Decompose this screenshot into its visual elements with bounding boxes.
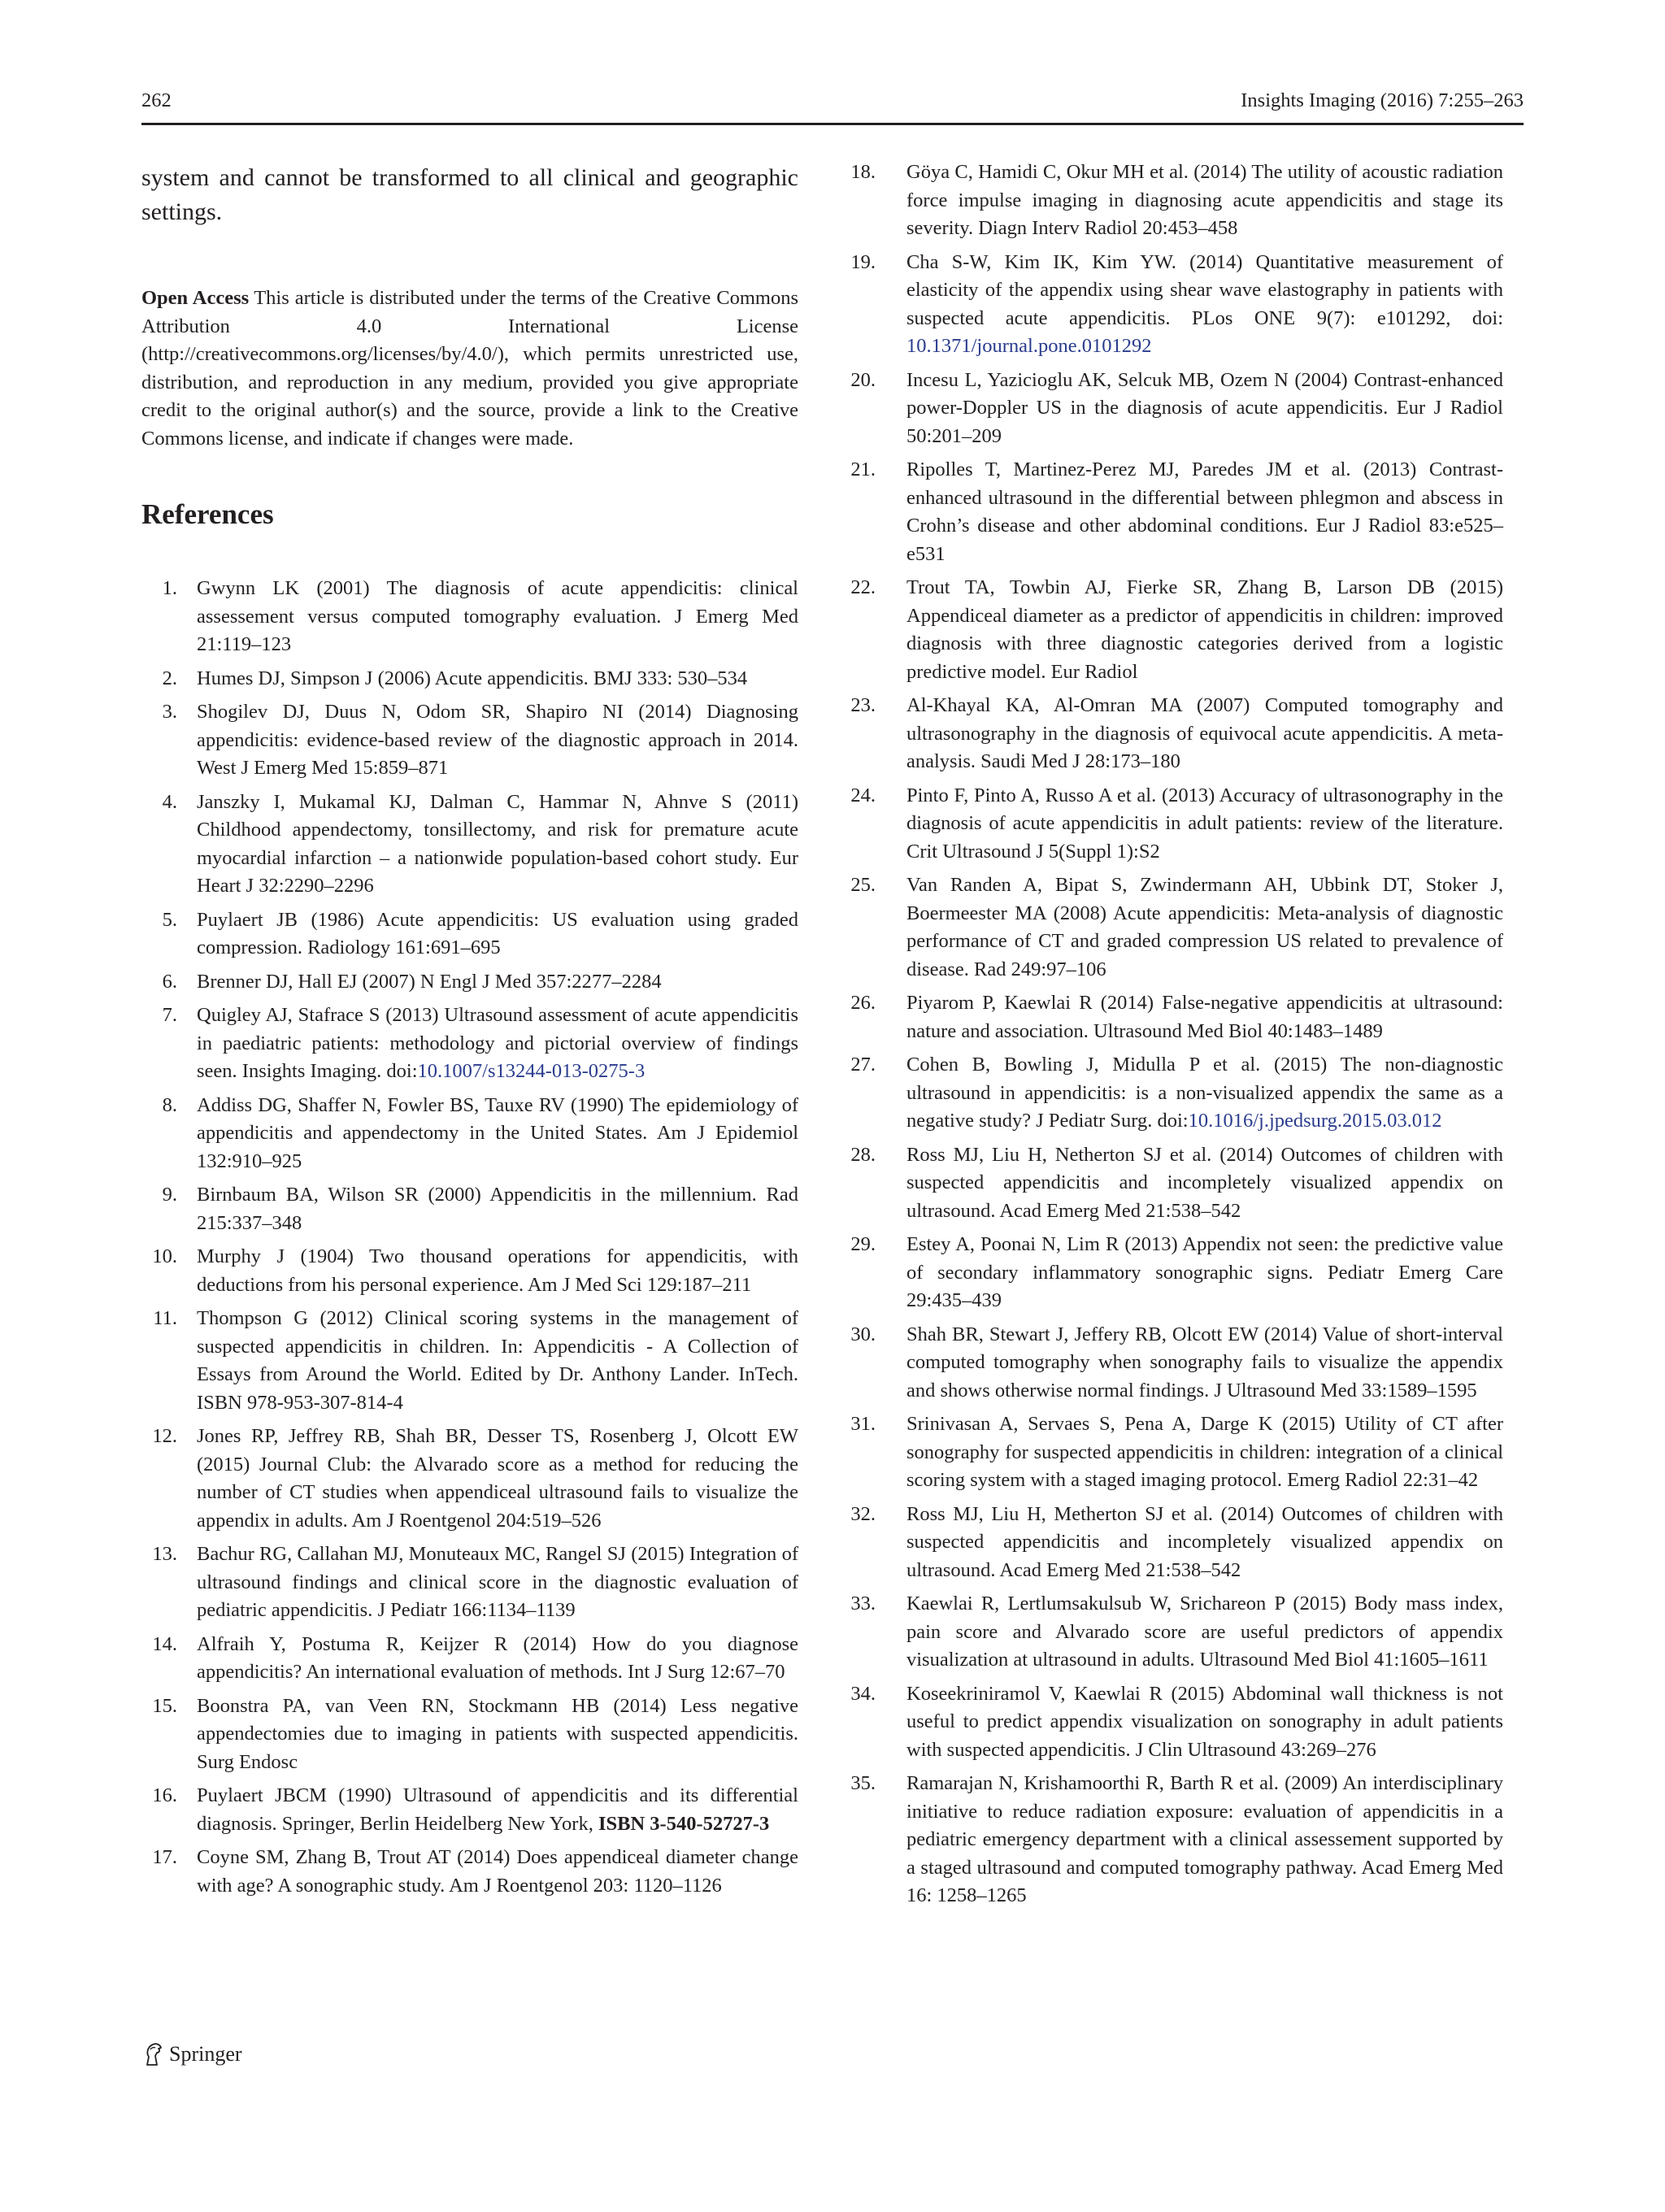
- reference-text: Van Randen A, Bipat S, Zwindermann AH, Ubbink DT, Stoker J, Boermeester MA (2008) Acute appendicitis: Meta-analysis of diagnostic performance of CT and graded compression US related to prevalence of disease. Rad 249:97–106: [906, 874, 1503, 980]
- reference-text: Cha S-W, Kim IK, Kim YW. (2014) Quantitative measurement of elasticity of the appendix using shear wave elastography in patients with suspected acute appendicitis. PLos ONE 9(7): e101292, doi:: [906, 250, 1503, 329]
- reference-item: [848, 1231, 1503, 1315]
- reference-item: [141, 698, 798, 783]
- reference-number: 33.: [850, 1593, 876, 1614]
- reference-number: 29.: [850, 1233, 876, 1255]
- reference-item: [141, 789, 798, 901]
- reference-item: [848, 1770, 1503, 1910]
- footer: [143, 2040, 242, 2068]
- reference-text: Estey A, Poonai N, Lim R (2013) Appendix not seen: the predictive value of secondary inflammatory sonographic signs. Pediatr Emerg Care 29:435–439: [906, 1233, 1503, 1311]
- reference-item: [848, 367, 1503, 451]
- reference-item: [848, 989, 1503, 1045]
- reference-item: [848, 1501, 1503, 1585]
- reference-text: Piyarom P, Kaewlai R (2014) False-negative appendicitis at ultrasound: nature and association. Ultrasound Med Biol 40:1483–1489: [906, 992, 1503, 1042]
- reference-text: Incesu L, Yazicioglu AK, Selcuk MB, Ozem N (2004) Contrast-enhanced power-Doppler US in the diagnosis of acute appendicitis. Eur J Radiol 50:201–209: [906, 368, 1503, 447]
- reference-item: [141, 1844, 798, 1900]
- reference-item: [141, 906, 798, 963]
- reference-number: 26.: [850, 992, 876, 1014]
- reference-text: Puylaert JBCM (1990) Ultrasound of appendicitis and its differential diagnosis. Springer, Berlin Heidelberg New York,: [197, 1784, 798, 1835]
- reference-item: [848, 1410, 1503, 1495]
- reference-text: Thompson G (2012) Clinical scoring systems in the management of suspected appendicitis in children. In: Appendicitis - A Collection of Essays from Around the World. Edited by Dr. Anthony Lander. InTech. ISBN 978-953-307-814-4: [197, 1307, 798, 1414]
- reference-item: [848, 1590, 1503, 1675]
- reference-item: [141, 1423, 798, 1535]
- closing-paragraph: system and cannot be transformed to all clinical and geographic settings.: [141, 164, 798, 225]
- reference-text: Trout TA, Towbin AJ, Fierke SR, Zhang B, Larson DB (2015) Appendiceal diameter as a predictor of appendicitis in children: improved diagnosis with three diagnostic categories derived from a logistic predictive model. Eur Radiol: [906, 576, 1503, 683]
- reference-number: 10.: [152, 1245, 177, 1267]
- reference-number: 9.: [162, 1184, 177, 1206]
- reference-item: [141, 1092, 798, 1176]
- left-column: [141, 161, 798, 1906]
- reference-number: 13.: [152, 1543, 177, 1565]
- reference-item: [141, 1631, 798, 1687]
- open-access-statement: [141, 285, 798, 453]
- reference-item: [141, 1305, 798, 1417]
- reference-item: [141, 1782, 798, 1838]
- reference-item: [141, 1541, 798, 1625]
- reference-number: 19.: [850, 250, 876, 273]
- reference-text: Ramarajan N, Krishamoorthi R, Barth R et al. (2009) An interdisciplinary initiative to reduce radiation exposure: evaluation of appendicitis in a pediatric emergency department with a clinical assessement supported by a staged ultrasound and computed tomography pathway. Acad Emerg Med 16: 1258–1265: [906, 1772, 1503, 1906]
- reference-number: 25.: [850, 874, 876, 896]
- reference-text: Puylaert JB (1986) Acute appendicitis: US evaluation using graded compression. Radiology 161:691–695: [197, 908, 798, 958]
- reference-number: 8.: [162, 1093, 177, 1116]
- reference-item: [848, 456, 1503, 568]
- reference-list-right: [848, 159, 1503, 1910]
- page-number: 262: [141, 89, 172, 111]
- reference-text: Cohen B, Bowling J, Midulla P et al. (2015) The non-diagnostic ultrasound in appendicitis: is a non-visualized appendix the same as a negative study? J Pediatr Surg. doi:: [906, 1054, 1503, 1132]
- reference-text: Al-Khayal KA, Al-Omran MA (2007) Computed tomography and ultrasonography in the diagnosis of equivocal acute appendicitis. A meta-analysis. Saudi Med J 28:173–180: [906, 694, 1503, 772]
- reference-item: [848, 249, 1503, 361]
- reference-number: 20.: [850, 368, 876, 391]
- reference-text: Alfraih Y, Postuma R, Keijzer R (2014) How do you diagnose appendicitis? An international evaluation of methods. Int J Surg 12:67–70: [197, 1632, 798, 1683]
- doi-link[interactable]: 10.1016/j.jpedsurg.2015.03.012: [1188, 1110, 1442, 1132]
- reference-text: Shah BR, Stewart J, Jeffery RB, Olcott EW (2014) Value of short-interval computed tomography when sonography fails to visualize the appendix and shows otherwise normal findings. J Ultrasound Med 33:1589–1595: [906, 1323, 1503, 1402]
- reference-number: 34.: [850, 1682, 876, 1705]
- reference-number: 24.: [850, 784, 876, 806]
- reference-item: [141, 968, 798, 997]
- reference-number: 32.: [850, 1502, 876, 1525]
- reference-number: 30.: [850, 1323, 876, 1345]
- open-access-text: This article is distributed under the terms of the Creative Commons Attribution 4.0 International License (http://creativecommons.org/licenses/by/4.0/), which permits unrestricted use, distribution, and reproduction in any medium, provided you give appropriate credit to the original author(s) and the source, provide a link to the Creative Commons license, and indicate if changes were made.: [141, 287, 798, 450]
- open-access-label: Open Access: [141, 287, 250, 309]
- reference-number: 17.: [152, 1846, 177, 1868]
- reference-text: Srinivasan A, Servaes S, Pena A, Darge K (2015) Utility of CT after sonography for suspected appendicitis in children: integration of a clinical scoring system with a staged imaging protocol. Emerg Radiol 22:31–42: [906, 1413, 1503, 1491]
- doi-link[interactable]: 10.1371/journal.pone.0101292: [906, 335, 1152, 357]
- reference-text: Jones RP, Jeffrey RB, Shah BR, Desser TS, Rosenberg J, Olcott EW (2015) Journal Club: the Alvarado score as a method for reducing the number of CT studies when appendiceal ultrasound fails to visualize the appendix in adults. Am J Roentgenol 204:519–526: [197, 1425, 798, 1532]
- reference-number: 2.: [162, 667, 177, 689]
- reference-text: Göya C, Hamidi C, Okur MH et al. (2014) The utility of acoustic radiation force impulse imaging in diagnosing acute appendicitis and stage its severity. Diagn Interv Radiol 20:453–458: [906, 161, 1503, 239]
- reference-number: 31.: [850, 1413, 876, 1435]
- reference-item: [848, 692, 1503, 776]
- right-column: [848, 159, 1503, 1916]
- reference-text: Birnbaum BA, Wilson SR (2000) Appendicitis in the millennium. Rad 215:337–348: [197, 1184, 798, 1234]
- springer-horse-icon: [143, 2042, 164, 2066]
- reference-text: Janszky I, Mukamal KJ, Dalman C, Hammar N, Ahnve S (2011) Childhood appendectomy, tonsillectomy, and risk for premature acute myocardial infarction – a nationwide population-based cohort study. Eur Heart J 32:2290–2296: [197, 790, 798, 897]
- reference-item: [848, 871, 1503, 984]
- reference-text: Quigley AJ, Stafrace S (2013) Ultrasound assessment of acute appendicitis in paediatric patients: methodology and pictorial overview of findings seen. Insights Imaging. doi:: [197, 1004, 798, 1082]
- reference-text: Pinto F, Pinto A, Russo A et al. (2013) Accuracy of ultrasonography in the diagnosis of acute appendicitis in adult patients: review of the literature. Crit Ultrasound J 5(Suppl 1):S2: [906, 784, 1503, 863]
- reference-text: Addiss DG, Shaffer N, Fowler BS, Tauxe RV (1990) The epidemiology of appendicitis and appendectomy in the United States. Am J Epidemiol 132:910–925: [197, 1093, 798, 1172]
- reference-item: [141, 1181, 798, 1237]
- reference-item: [141, 575, 798, 659]
- reference-item: [848, 159, 1503, 243]
- reference-text: Boonstra PA, van Veen RN, Stockmann HB (2014) Less negative appendectomies due to imaging in patients with suspected appendicitis. Surg Endosc: [197, 1694, 798, 1773]
- running-header: Insights Imaging (2016) 7:255–263: [1241, 89, 1524, 111]
- reference-number: 16.: [152, 1784, 177, 1806]
- reference-number: 14.: [152, 1632, 177, 1655]
- reference-number: 5.: [162, 908, 177, 931]
- reference-text: Coyne SM, Zhang B, Trout AT (2014) Does appendiceal diameter change with age? A sonographic study. Am J Roentgenol 203: 1120–1126: [197, 1846, 798, 1897]
- reference-list-left: [141, 575, 798, 1900]
- reference-number: 11.: [153, 1307, 177, 1329]
- reference-item: [848, 782, 1503, 867]
- publisher-name: Springer: [169, 2042, 242, 2066]
- reference-number: 12.: [152, 1425, 177, 1447]
- reference-item: [848, 1680, 1503, 1765]
- references-heading: References: [141, 498, 274, 530]
- reference-item: [848, 1321, 1503, 1406]
- reference-item: [848, 1051, 1503, 1136]
- reference-number: 18.: [850, 161, 876, 183]
- reference-item: [141, 1002, 798, 1086]
- reference-text: Gwynn LK (2001) The diagnosis of acute appendicitis: clinical assessement versus computed tomography evaluation. J Emerg Med 21:119–123: [197, 577, 798, 655]
- doi-link[interactable]: 10.1007/s13244-013-0275-3: [417, 1060, 646, 1082]
- reference-number: 28.: [850, 1143, 876, 1166]
- reference-text: Ripolles T, Martinez-Perez MJ, Paredes JM et al. (2013) Contrast-enhanced ultrasound in the differential between phlegmon and abscess in Crohn’s disease and other abdominal conditions. Eur J Radiol 83:e525–e531: [906, 458, 1503, 565]
- reference-number: 35.: [850, 1772, 876, 1794]
- reference-number: 3.: [162, 701, 177, 723]
- reference-number: 4.: [162, 790, 177, 813]
- reference-item: [141, 665, 798, 693]
- reference-number: 1.: [162, 577, 177, 599]
- reference-item: [141, 1243, 798, 1299]
- reference-text: Murphy J (1904) Two thousand operations for appendicitis, with deductions from his personal experience. Am J Med Sci 129:187–211: [197, 1245, 798, 1296]
- reference-number: 23.: [850, 694, 876, 716]
- reference-text: Bachur RG, Callahan MJ, Monuteaux MC, Rangel SJ (2015) Integration of ultrasound findings and clinical score in the diagnostic evaluation of pediatric appendicitis. J Pediatr 166:1134–1139: [197, 1543, 798, 1621]
- isbn-text: ISBN 3-540-52727-3: [598, 1812, 770, 1835]
- reference-number: 27.: [850, 1054, 876, 1076]
- reference-text: Kaewlai R, Lertlumsakulsub W, Srichareon P (2015) Body mass index, pain score and Alvarado score are useful predictors of appendix visualization at ultrasound in adults. Ultrasound Med Biol 41:1605–1611: [906, 1593, 1503, 1671]
- reference-number: 7.: [162, 1004, 177, 1026]
- reference-item: [848, 1141, 1503, 1226]
- reference-number: 6.: [162, 970, 177, 993]
- reference-text: Ross MJ, Liu H, Metherton SJ et al. (2014) Outcomes of children with suspected appendicitis and incompletely visualized appendix on ultrasound. Acad Emerg Med 21:538–542: [906, 1502, 1503, 1581]
- reference-item: [141, 1693, 798, 1777]
- reference-number: 22.: [850, 576, 876, 598]
- reference-number: 15.: [152, 1694, 177, 1717]
- header-rule: [141, 123, 1524, 125]
- reference-text: Ross MJ, Liu H, Netherton SJ et al. (2014) Outcomes of children with suspected appendicitis and incompletely visualized appendix on ultrasound. Acad Emerg Med 21:538–542: [906, 1143, 1503, 1222]
- reference-item: [848, 574, 1503, 686]
- reference-text: Brenner DJ, Hall EJ (2007) N Engl J Med 357:2277–2284: [197, 970, 662, 993]
- reference-text: Koseekriniramol V, Kaewlai R (2015) Abdominal wall thickness is not useful to predict appendix visualization on sonography in adult patients with suspected appendicitis. J Clin Ultrasound 43:269–276: [906, 1682, 1503, 1761]
- reference-number: 21.: [850, 458, 876, 480]
- reference-text: Humes DJ, Simpson J (2006) Acute appendicitis. BMJ 333: 530–534: [197, 667, 748, 689]
- reference-text: Shogilev DJ, Duus N, Odom SR, Shapiro NI (2014) Diagnosing appendicitis: evidence-based review of the diagnostic approach in 2014. West J Emerg Med 15:859–871: [197, 701, 798, 779]
